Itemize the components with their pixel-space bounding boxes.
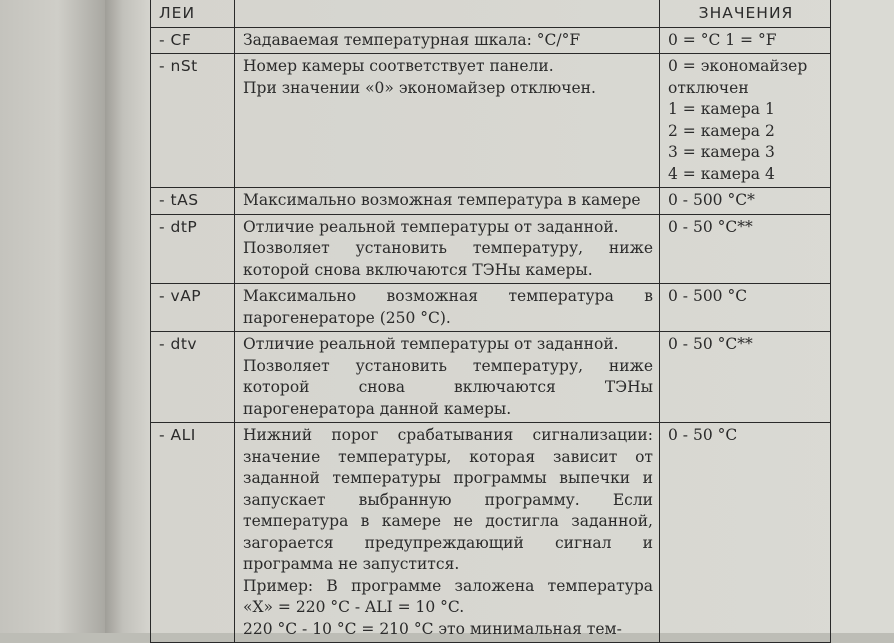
header-right-cell: ЗНАЧЕНИЯ [660, 0, 831, 27]
param-value: 0 - 50 °C [660, 423, 831, 643]
left-page-binding [0, 0, 105, 633]
table-row [151, 332, 831, 423]
table-row [151, 54, 831, 188]
param-code: - tAS [151, 188, 235, 215]
table-row [151, 188, 831, 215]
param-code: - nSt [151, 54, 235, 188]
param-description: Максимально возможная температура в камере [235, 188, 660, 215]
parameters-table [150, 0, 831, 643]
table-row [151, 284, 831, 332]
param-value: 0 = °C 1 = °F [660, 27, 831, 54]
table-row [151, 423, 831, 643]
param-code: - dtP [151, 214, 235, 284]
table-header-row [151, 0, 831, 27]
param-value: 0 - 50 °C** [660, 214, 831, 284]
param-value: 0 = экономайзер отключен 1 = камера 1 2 = камера 2 3 = камера 3 4 = камера 4 [660, 54, 831, 188]
param-description: Нижний порог срабатывания сигнализации: значение температуры, которая зависит от заданной температуры программы выпечки и запускает выбранную программу. Если температура в камере не достигла заданной, загорается предупреждающий сигнал и программа не запустится. Пример: В программе заложена температура «X» = 220 °C - ALI = 10 °C. 220 °C - 10 °C = 210 °C это минимальная тем- [235, 423, 660, 643]
param-code: - dtv [151, 332, 235, 423]
param-code: - CF [151, 27, 235, 54]
param-value: 0 - 500 °C [660, 284, 831, 332]
param-description: Номер камеры соответствует панели. При значении «0» экономайзер отключен. [235, 54, 660, 188]
header-middle-cell [235, 0, 660, 27]
table-row [151, 27, 831, 54]
param-description: Отличие реальной температуры от заданной. Позволяет установить температуру, ниже которой снова включаются ТЭНы камеры. [235, 214, 660, 284]
param-code: - ALI [151, 423, 235, 643]
table-row [151, 214, 831, 284]
param-value: 0 - 50 °C** [660, 332, 831, 423]
param-description: Отличие реальной температуры от заданной. Позволяет установить температуру, ниже которой снова включаются ТЭНы парогенератора данной камеры. [235, 332, 660, 423]
param-code: - vAP [151, 284, 235, 332]
param-value: 0 - 500 °C* [660, 188, 831, 215]
param-description: Максимально возможная температура в парогенераторе (250 °C). [235, 284, 660, 332]
header-left-cell: ЛЕИ [151, 0, 235, 27]
param-description: Задаваемая температурная шкала: °C/°F [235, 27, 660, 54]
